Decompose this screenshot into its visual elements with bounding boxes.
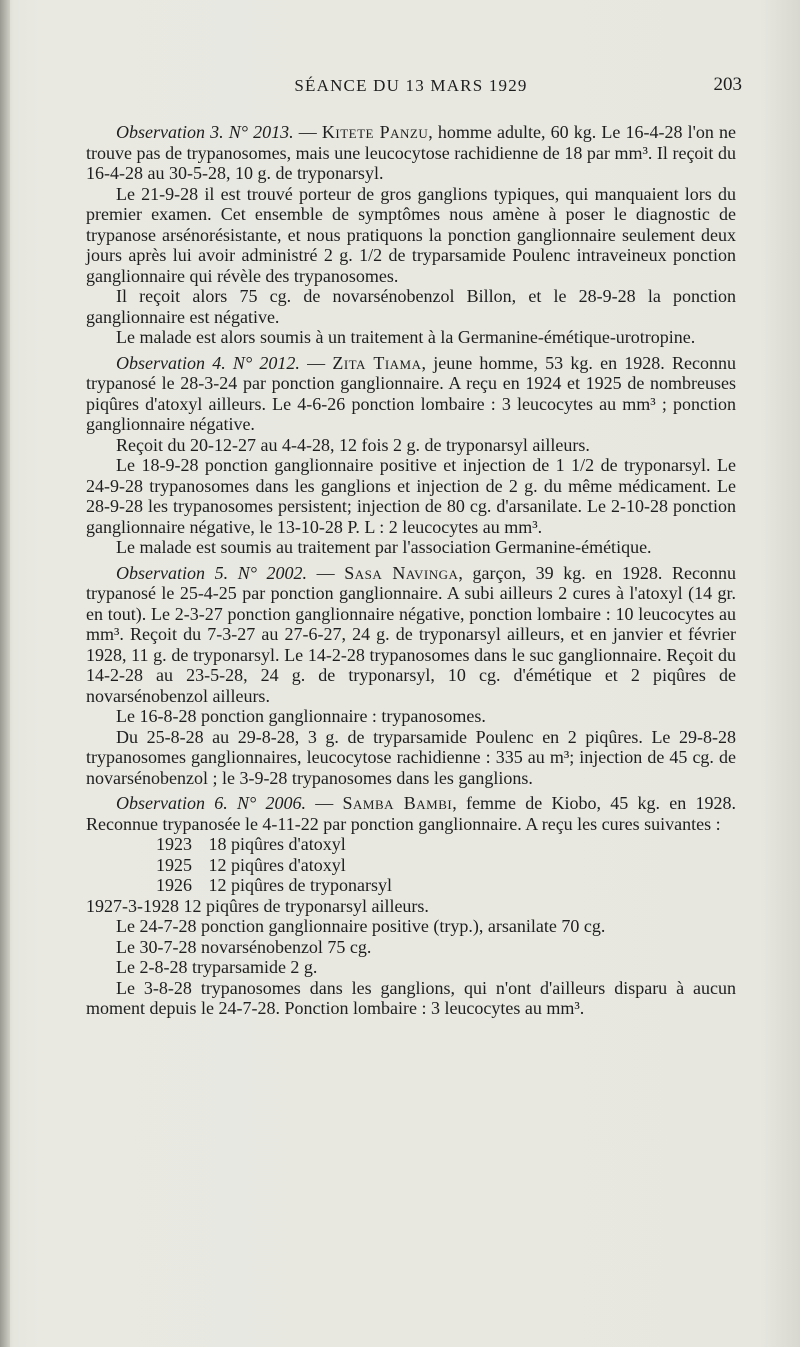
- observation-4-paragraph: [86, 353, 736, 435]
- cure-text: 12 piqûres d'atoxyl: [208, 854, 346, 875]
- cure-text: 18 piqûres d'atoxyl: [208, 834, 346, 854]
- observation-4-patient-name: Zita Tiama: [332, 352, 422, 373]
- observation-4-paragraph-2: Reçoit du 20-12-27 au 4-4-28, 12 fois 2 g. de tryponarsyl ailleurs.: [116, 434, 590, 455]
- observation-5-text: , garçon, 39 kg. en 1928. Reconnu trypanosé le 25-4-25 par ponction ganglionnaire. A subi ailleurs 2 cures à l'atoxyl (14 gr. en tout). Le 2-3-27 ponction ganglionnaire négative, ponction lombaire : 10 leucocytes au mm³. Reçoit du 7-3-27 au 27-6-27, 24 g. de tryponarsyl ailleurs, et en janvier et février 1928, 11 g. de tryponarsyl. Le 14-2-28 trypanosomes dans le suc ganglionnaire. Reçoit du 14-2-28 au 23-5-28, 24 g. de tryponarsyl, 10 cg. d'émétique et 2 piqûres de novarsénobenzol ailleurs.: [86, 562, 736, 706]
- observation-3-paragraph: [86, 122, 736, 184]
- cure-last-line: 1927-3-1928 12 piqûres de tryponarsyl ailleurs.: [86, 895, 429, 916]
- cure-item: [156, 855, 736, 876]
- cure-year: 1925: [156, 854, 192, 875]
- observation-6-dash: —: [305, 793, 343, 813]
- cure-text: 12 piqûres de tryponarsyl: [208, 875, 392, 895]
- observation-3-paragraph-2: Le 21-9-28 il est trouvé porteur de gros ganglions typiques, qui manquaient lors du premier examen. Cet ensemble de symptômes nous amène à poser le diagnostic de trypanose arsénorésistante, et nous pratiquons la ponction ganglionnaire seulement deux jours après lui avoir administré 2 g. 1/2 de tryparsamide Poulenc intraveineux ponction ganglionnaire qui révèle des trypanosomes.: [86, 183, 736, 286]
- observation-6-paragraph-4: Le 2-8-28 tryparsamide 2 g.: [116, 957, 318, 977]
- cure-item: [156, 875, 736, 896]
- observation-5-paragraph: [86, 563, 736, 707]
- observation-6-paragraph: [86, 793, 736, 834]
- cure-year: 1926: [156, 875, 192, 895]
- observation-4-paragraph-3: Le 18-9-28 ponction ganglionnaire positive et injection de 1 1/2 de tryponarsyl. Le 24-9-28 trypanosomes dans les ganglions et injection de 2 g. du même médicament. Le 28-9-28 les trypanosomes persistent; injection de 80 cg. d'arsanilate. Le 2-10-28 ponction ganglionnaire négative, le 13-10-28 P. L : 2 leucocytes au mm³.: [86, 455, 736, 537]
- observation-6-title: Observation 6. N° 2006.: [116, 793, 306, 813]
- observation-5-paragraph-2: Le 16-8-28 ponction ganglionnaire : trypanosomes.: [116, 706, 486, 726]
- observation-4-title: Observation 4. N° 2012.: [116, 352, 300, 373]
- page-header: [80, 70, 742, 100]
- observation-6-paragraph-2: Le 24-7-28 ponction ganglionnaire positive (tryp.), arsanilate 70 cg.: [116, 916, 606, 936]
- observation-4-paragraph-4: Le malade est soumis au traitement par l'association Germanine-émétique.: [116, 537, 652, 557]
- observation-5-paragraph-3: Du 25-8-28 au 29-8-28, 3 g. de tryparsamide Poulenc en 2 piqûres. Le 29-8-28 trypanosomes ganglionnaires, leucocytose rachidienne : 335 au m³; injection de 45 cg. de novarsénobenzol ; le 3-9-28 trypanosomes dans les ganglions.: [86, 726, 736, 788]
- cure-item: [156, 834, 736, 855]
- cures-list: [156, 834, 736, 896]
- observation-3-paragraph-4: Le malade est alors soumis à un traitement à la Germanine-émétique-urotropine.: [116, 327, 696, 347]
- observation-4-text: , jeune homme, 53 kg. en 1928. Reconnu trypanosé le 28-3-24 par ponction ganglionnaire. A reçu en 1924 et 1925 de nombreuses piqûres d'atoxyl ailleurs. Le 4-6-26 ponction lombaire : 3 leucocytes au mm³ ; ponction ganglionnaire négative.: [86, 352, 737, 434]
- cure-year: 1923: [156, 834, 192, 854]
- observation-5-patient-name: Sasa Navinga: [344, 562, 459, 583]
- observation-3-dash: —: [293, 122, 322, 142]
- observation-6-paragraph-3: Le 30-7-28 novarsénobenzol 75 cg.: [116, 936, 372, 957]
- observation-5-title: Observation 5. N° 2002.: [116, 562, 307, 583]
- observation-6-paragraph-5: Le 3-8-28 trypanosomes dans les ganglions, qui n'ont d'ailleurs disparu à aucun moment depuis le 24-7-28. Ponction lombaire : 3 leucocytes au mm³.: [86, 977, 736, 1018]
- observation-4-dash: —: [299, 352, 333, 373]
- observation-5-dash: —: [307, 562, 345, 583]
- observation-6-text: , femme de Kiobo, 45 kg. en 1928. Reconnue trypanosée le 4-11-22 par ponction ganglionnaire. A reçu les cures suivantes :: [86, 793, 736, 834]
- observation-3-title: Observation 3. N° 2013.: [116, 122, 294, 142]
- page-body: [86, 122, 736, 1019]
- observation-3-paragraph-3: Il reçoit alors 75 cg. de novarsénobenzol Billon, et le 28-9-28 la ponction ganglionnaire est négative.: [86, 286, 736, 327]
- observation-6-patient-name: Samba Bambi: [342, 793, 453, 813]
- observation-3-text: , homme adulte, 60 kg. Le 16-4-28 l'on ne trouve pas de trypanosomes, mais une leucocytose rachidienne de 18 par mm³. Il reçoit du 16-4-28 au 30-5-28, 10 g. de tryponarsyl.: [86, 122, 736, 183]
- page-number: 203: [713, 74, 742, 95]
- observation-3-patient-name: Kitete Panzu: [321, 122, 429, 142]
- running-head: SÉANCE DU 13 MARS 1929: [294, 76, 528, 95]
